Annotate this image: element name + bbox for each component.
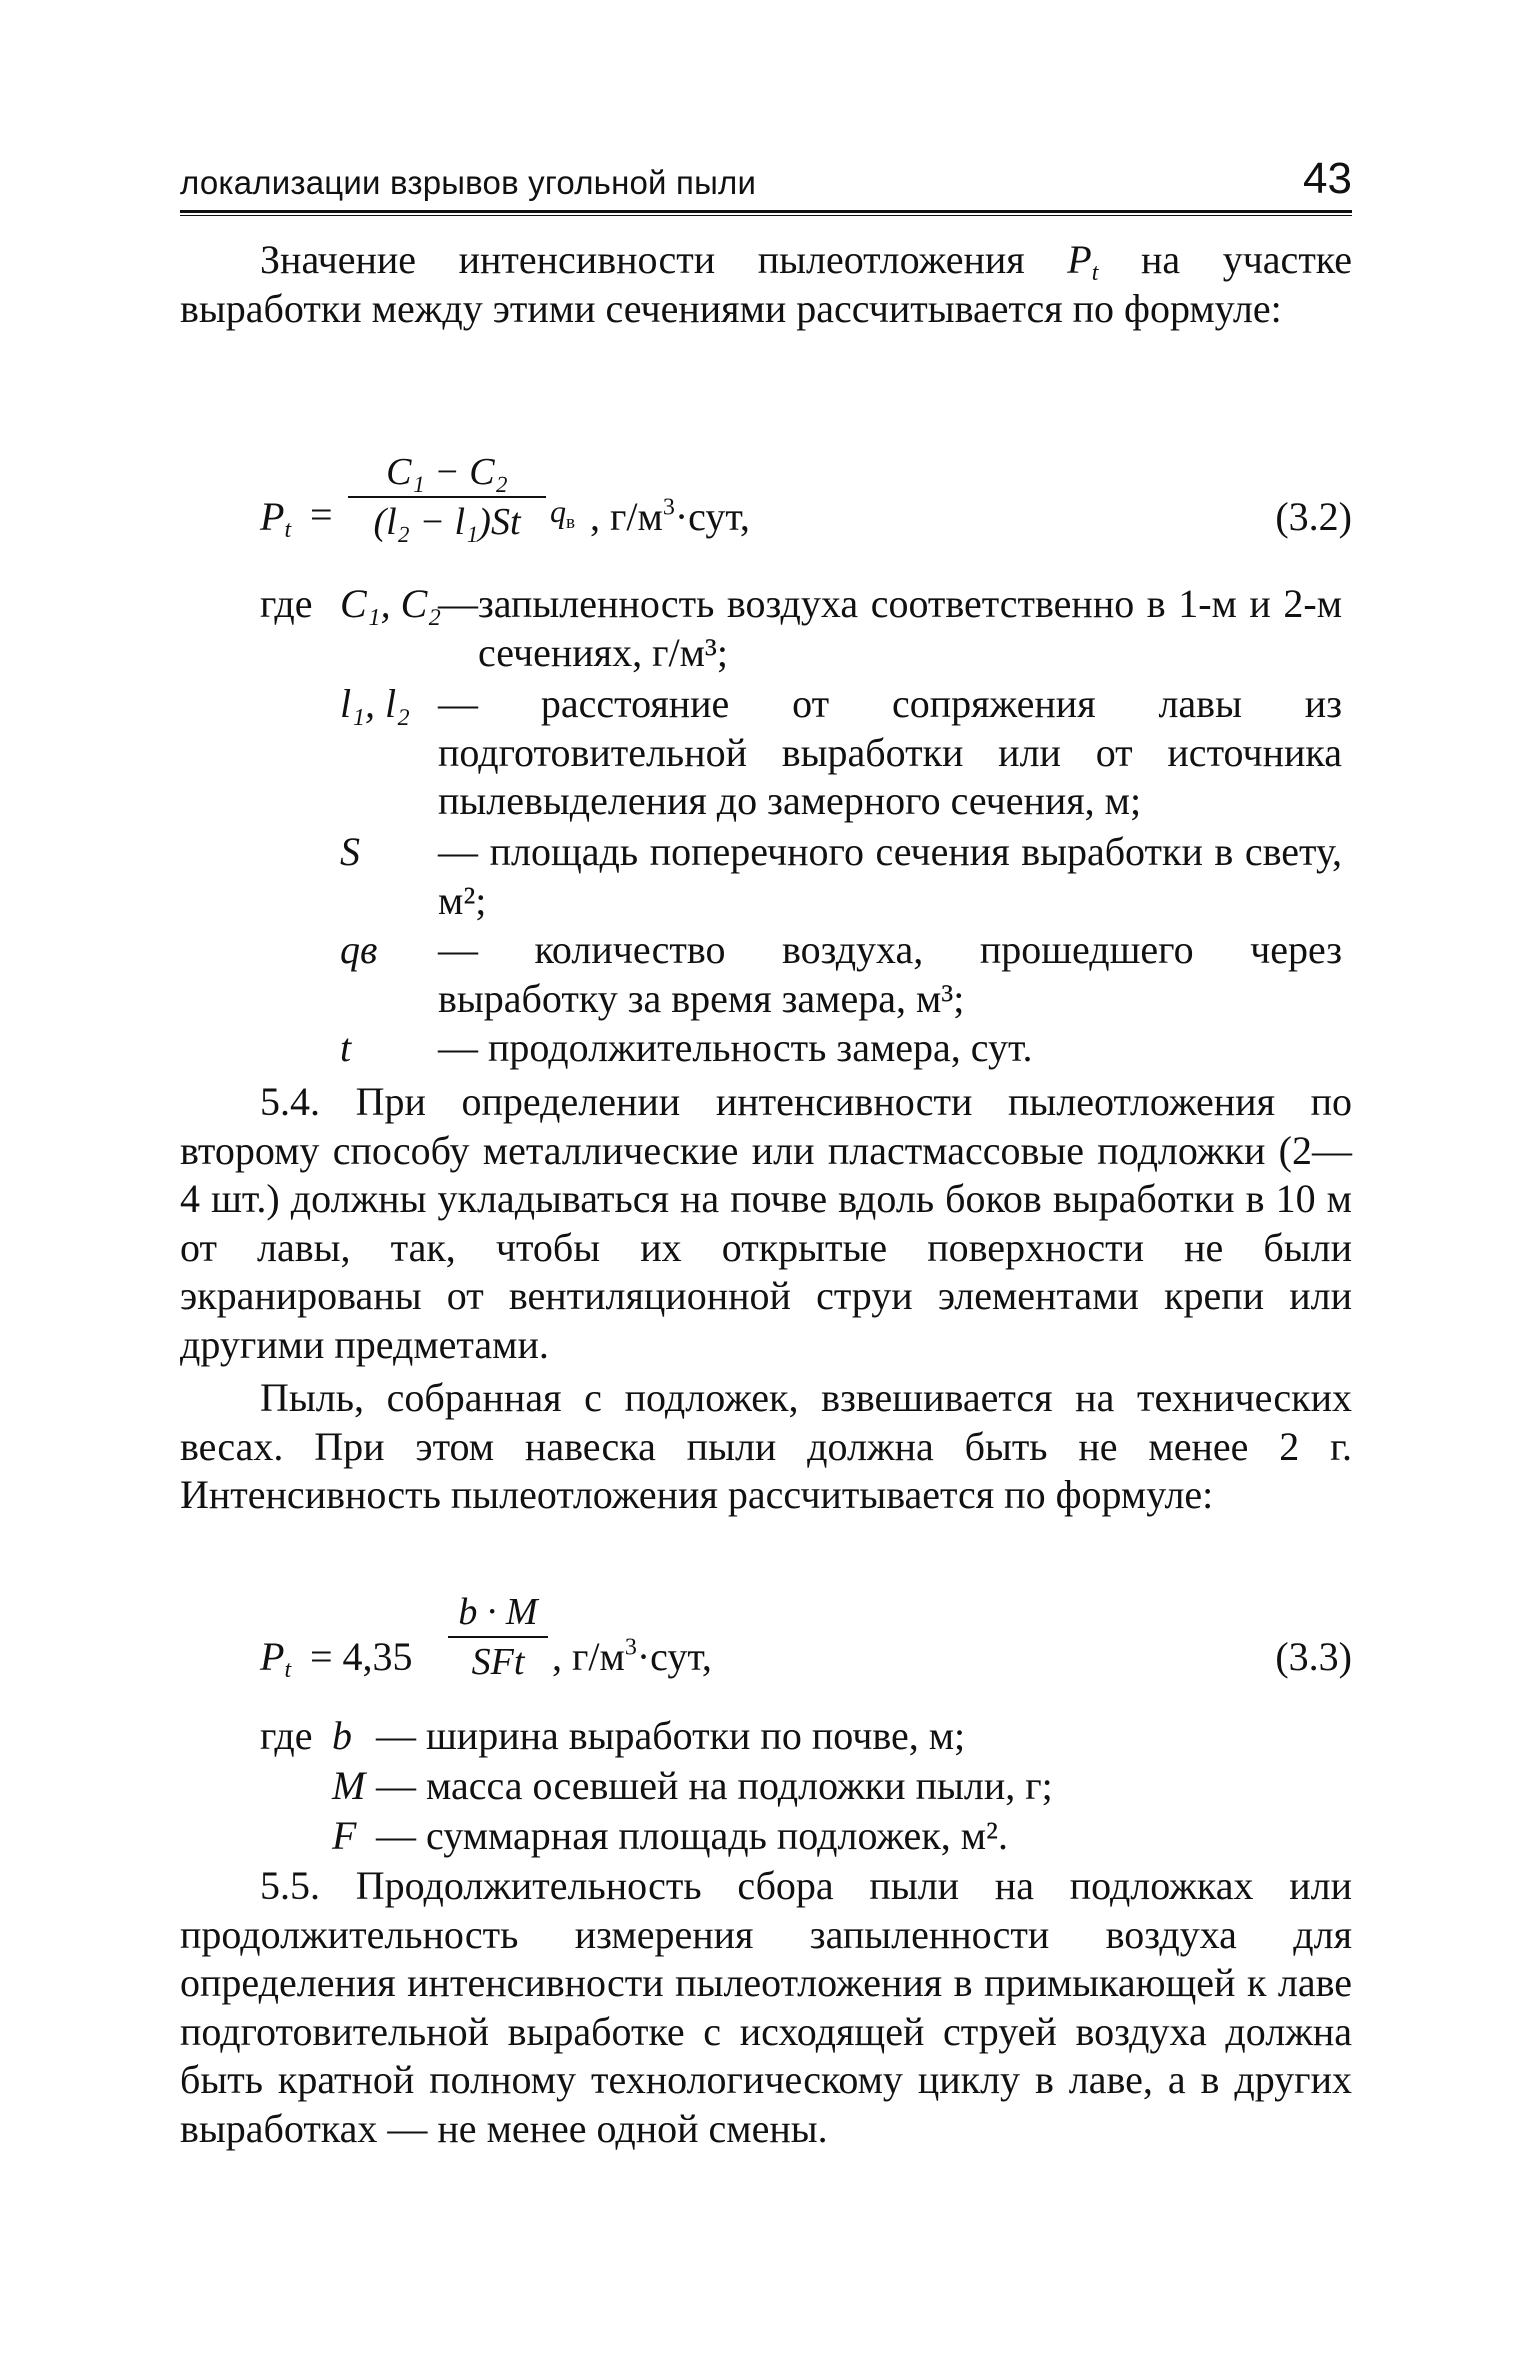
equation-number: (3.3): [1275, 1634, 1352, 1679]
denominator: SFt: [471, 1641, 525, 1683]
definition-symbol: t: [340, 1025, 352, 1070]
fraction-bar: [348, 496, 546, 498]
definition-symbol: C₁, C₂: [340, 581, 442, 626]
definitions-3-2: [180, 580, 1352, 1070]
running-header: [180, 150, 1352, 210]
definitions-3-3: [180, 1712, 1352, 1862]
numerator: b · M: [458, 1591, 538, 1633]
fraction-bar: [448, 1636, 548, 1638]
denominator: (l₂ − l₁)St: [373, 501, 521, 543]
definition-text: — масса осевшей на подложки пыли, г;: [376, 1763, 1053, 1808]
definition-symbol: S: [340, 829, 360, 874]
formula-unit: , $г/м^3\cdot сут$,: [590, 494, 750, 539]
header-rule: [180, 210, 1352, 216]
where-word: где: [260, 1713, 313, 1758]
definition-text: — количество воздуха, прошедшего через выработку за время замера, м³;: [438, 927, 1343, 1021]
q-symbol: $q_в$: [550, 493, 576, 533]
definition-symbol: l₁, l₂: [340, 681, 411, 726]
definition-text: запыленность воздуха соответственно в 1-м и 2-м сечениях, г/м³;: [478, 581, 1342, 675]
equals-coefficient: = 4,35: [310, 1634, 413, 1679]
definition-text: — расстояние от сопряжения лавы из подготовительной выработки или от источника пылевыделения до замерного сечения, м;: [438, 681, 1343, 823]
definition-text: — суммарная площадь подложек, м².: [376, 1813, 1009, 1858]
equation-number: (3.2): [1275, 494, 1352, 539]
page-number: 43: [1303, 154, 1352, 203]
equals-sign: =: [310, 492, 333, 537]
formula-lhs: $P_t$: [260, 1634, 292, 1684]
definition-symbol: F: [332, 1813, 357, 1858]
definition-symbol: M: [332, 1763, 366, 1808]
formula-3-2: [180, 451, 1352, 565]
paragraph-5-4: 5.4. При определении интенсивности пылеотложения по второму способу металлические или пластмассовые подложки (2—4 шт.) должны укладываться на почве вдоль боков выработки в 10 м от лавы, так, чтобы их открытые поверхности не были экранированы от вентиляционной струи элементами крепи или другими предметами.: [180, 1079, 1352, 1367]
where-word: где: [260, 581, 313, 626]
fraction: [448, 1590, 548, 1684]
formula-lhs: $P_t$: [260, 494, 292, 544]
definition-text: — продолжительность замера, сут.: [438, 1025, 1033, 1070]
intro-paragraph: Значение интенсивности пылеотложения $P_t$ на участке выработки между этими сечениями рассчитывается по формуле:: [180, 237, 1352, 331]
definition-symbol: qв: [340, 927, 378, 972]
formula-unit: , $г/м^3\cdot сут$,: [552, 1634, 712, 1679]
fraction: [348, 450, 546, 544]
definition-dash: —: [438, 581, 478, 626]
chapter-title: локализации взрывов угольной пыли: [180, 164, 757, 201]
numerator: C₁ − C₂: [386, 451, 508, 493]
formula-3-3: [180, 1591, 1352, 1705]
paragraph-dust-weighing: Пыль, собранная с подложек, взвешивается на технических весах. При этом навеска пыли должна быть не менее 2 г. Интенсивность пылеотложения рассчитывается по формуле:: [180, 1375, 1352, 1517]
paragraph-5-5: 5.5. Продолжительность сбора пыли на подложках или продолжительность измерения запыленности воздуха для определения интенсивности пылеотложения в примыкающей к лаве подготовительной выработке с исходящей струей воздуха должна быть кратной полному технологическому циклу в лаве, а в других выработках — не менее одной смены.: [180, 1863, 1352, 2151]
definition-text: — площадь поперечного сечения выработки в свету, м²;: [438, 829, 1343, 923]
definition-text: — ширина выработки по почве, м;: [376, 1713, 966, 1758]
definition-symbol: b: [332, 1713, 352, 1758]
